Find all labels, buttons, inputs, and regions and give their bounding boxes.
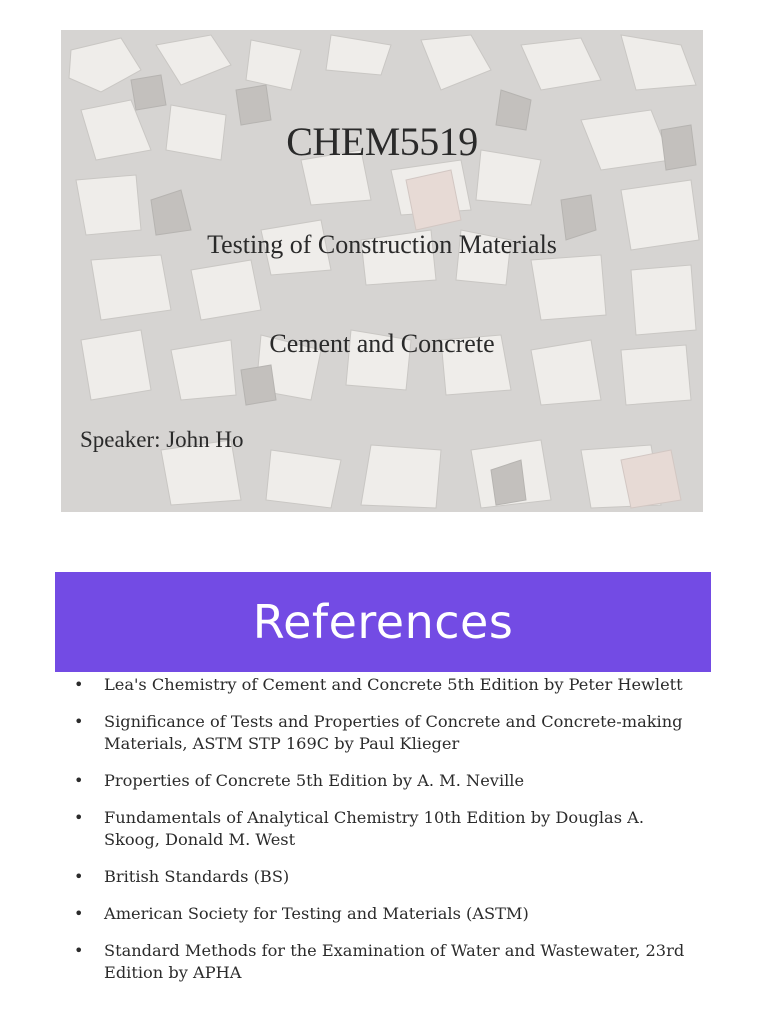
reference-item bbox=[74, 674, 694, 696]
reference-text: Properties of Concrete 5th Edition by A. M. Neville bbox=[104, 771, 525, 790]
reference-text: Standard Methods for the Examination of Water and Wastewater, 23rd Edition by APHA bbox=[104, 941, 685, 982]
reference-item bbox=[74, 940, 694, 984]
reference-item bbox=[74, 711, 694, 755]
reference-text: Fundamentals of Analytical Chemistry 10th Edition by Douglas A. Skoog, Donald M. West bbox=[104, 808, 644, 849]
reference-item bbox=[74, 807, 694, 851]
reference-item bbox=[74, 770, 694, 792]
course-code-title: CHEM5519 bbox=[286, 119, 478, 164]
bullet-icon: • bbox=[74, 867, 84, 886]
bullet-icon: • bbox=[74, 941, 84, 960]
bullet-icon: • bbox=[74, 904, 84, 923]
reference-text: Significance of Tests and Properties of Concrete and Concrete-making Materials, ASTM STP 169C by Paul Klieger bbox=[104, 712, 683, 753]
reference-text: American Society for Testing and Materials (ASTM) bbox=[104, 904, 529, 923]
reference-text: British Standards (BS) bbox=[104, 867, 290, 886]
references-header bbox=[55, 572, 711, 672]
bullet-icon: • bbox=[74, 771, 84, 790]
title-slide bbox=[61, 30, 703, 512]
speaker-name: Speaker: John Ho bbox=[80, 427, 244, 452]
reference-item bbox=[74, 866, 694, 888]
reference-item bbox=[74, 903, 694, 925]
course-subtitle: Testing of Construction Materials bbox=[207, 230, 557, 259]
topic-title: Cement and Concrete bbox=[269, 329, 495, 358]
references-list bbox=[74, 674, 694, 999]
references-title: References bbox=[252, 595, 514, 649]
bullet-icon: • bbox=[74, 675, 84, 694]
reference-text: Lea's Chemistry of Cement and Concrete 5th Edition by Peter Hewlett bbox=[104, 675, 683, 694]
bullet-icon: • bbox=[74, 712, 84, 731]
bullet-icon: • bbox=[74, 808, 84, 827]
